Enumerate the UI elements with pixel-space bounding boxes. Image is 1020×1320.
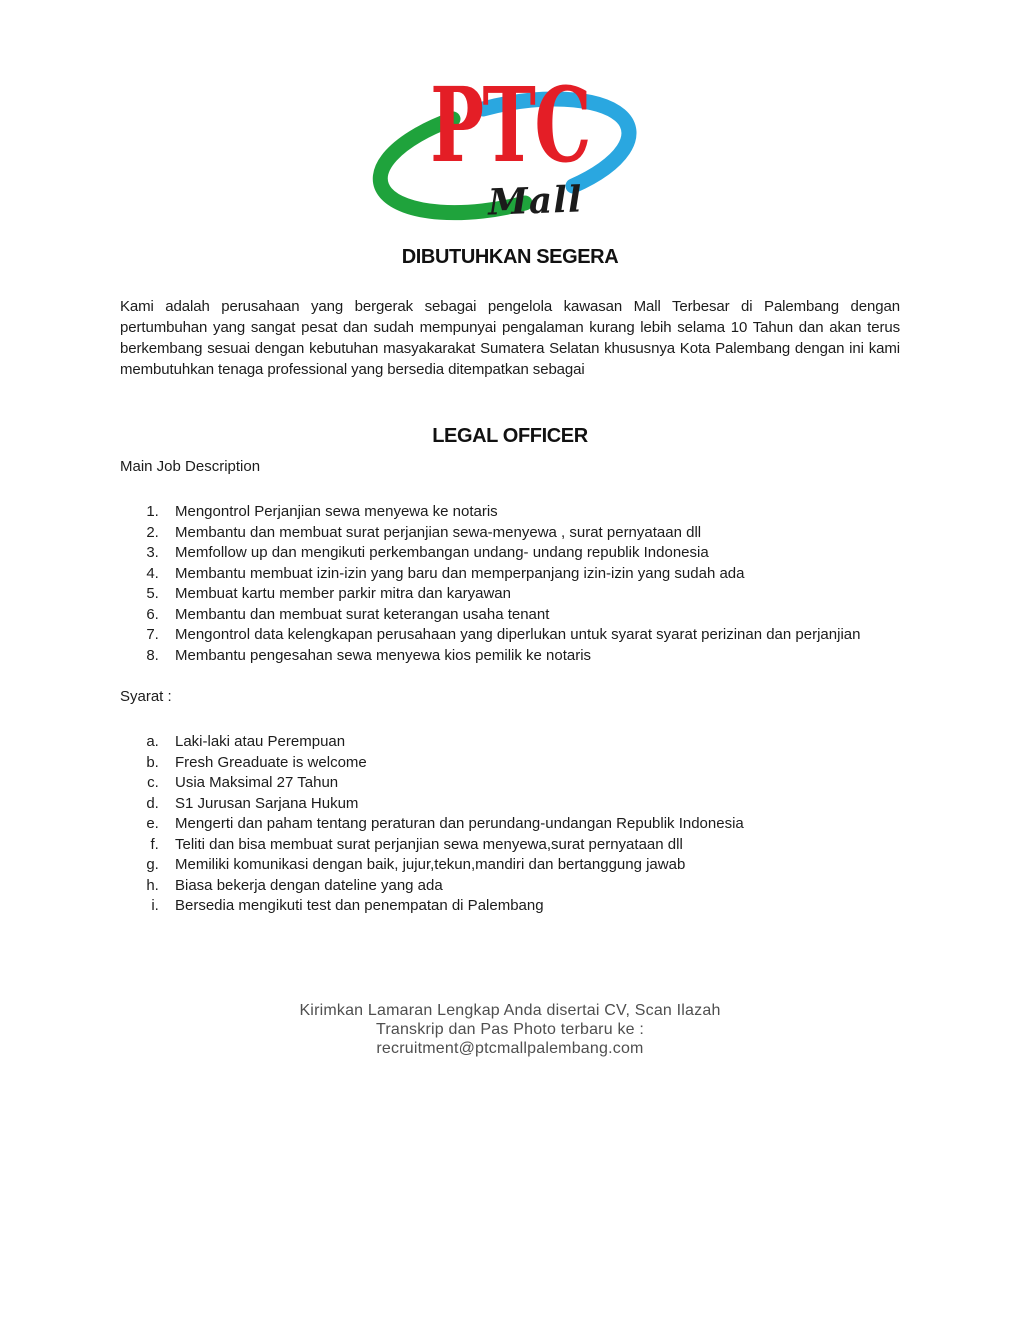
logo-script: Mall [487,178,584,224]
footer-line-2: Transkrip dan Pas Photo terbaru ke : [375,1020,645,1038]
requirements-label: Syarat : [120,688,172,705]
job-list-item: 8. Membantu pengesahan sewa menyewa kios pemilik ke notaris [163,646,900,667]
document-title: DIBUTUHKAN SEGERA [401,246,619,268]
requirement-item: e. Mengerti dan paham tentang peraturan dan perundang-undangan Republik Indonesia [163,814,900,835]
requirements-list [120,732,900,917]
job-list-item: 4. Membantu membuat izin-izin yang baru dan memperpanjang izin-izin yang sudah ada [163,564,900,585]
job-list-item: 7. Mengontrol data kelengkapan perusahaan yang diperlukan untuk syarat syarat perizinan dan perjanjian [163,625,900,646]
requirement-item: f. Teliti dan bisa membuat surat perjanjian sewa menyewa,surat pernyataan dll [163,835,900,856]
footer-line-1: Kirimkan Lamaran Lengkap Anda disertai CV, Scan Ilazah [299,1001,721,1019]
position-title: LEGAL OFFICER [432,425,588,447]
application-instructions [0,1001,1020,1058]
job-list-item: 5. Membuat kartu member parkir mitra dan karyawan [163,584,900,605]
requirement-item: d. S1 Jurusan Sarjana Hukum [163,794,900,815]
requirement-item: h. Biasa bekerja dengan dateline yang ada [163,876,900,897]
job-description-label: Main Job Description [120,458,261,475]
recruitment-email: recruitment@ptcmallpalembang.com [376,1039,644,1057]
intro-paragraph: Kami adalah perusahaan yang bergerak sebagai pengelola kawasan Mall Terbesar di Palembang dengan pertumbuhan yang sangat pesat dan sudah mempunyai pengalaman kurang lebih selama 10 Tahun dan akan terus berkembang sesuai dengan kebutuhan masyakarakat Sumatera Selatan khususnya Kota Palembang dengan ini kami membutuhkan tenaga professional yang bersedia ditempatkan sebagai [120,298,900,378]
job-list-item: 6. Membantu dan membuat surat keterangan usaha tenant [163,605,900,626]
requirement-item: b. Fresh Greaduate is welcome [163,753,900,774]
requirement-item: a. Laki-laki atau Perempuan [163,732,900,753]
requirement-item: g. Memiliki komunikasi dengan baik, jujur,tekun,mandiri dan bertanggung jawab [163,855,900,876]
job-list-item: 2. Membantu dan membuat surat perjanjian sewa-menyewa , surat pernyataan dll [163,523,900,544]
job-list-item: 1. Mengontrol Perjanjian sewa menyewa ke notaris [163,502,900,523]
requirement-item: i. Bersedia mengikuti test dan penempatan di Palembang [163,896,900,917]
ptc-mall-logo [370,64,650,234]
requirement-item: c. Usia Maksimal 27 Tahun [163,773,900,794]
job-description-list [120,502,900,666]
logo-word: PTC [430,64,590,186]
job-list-item: 3. Memfollow up dan mengikuti perkembangan undang- undang republik Indonesia [163,543,900,564]
